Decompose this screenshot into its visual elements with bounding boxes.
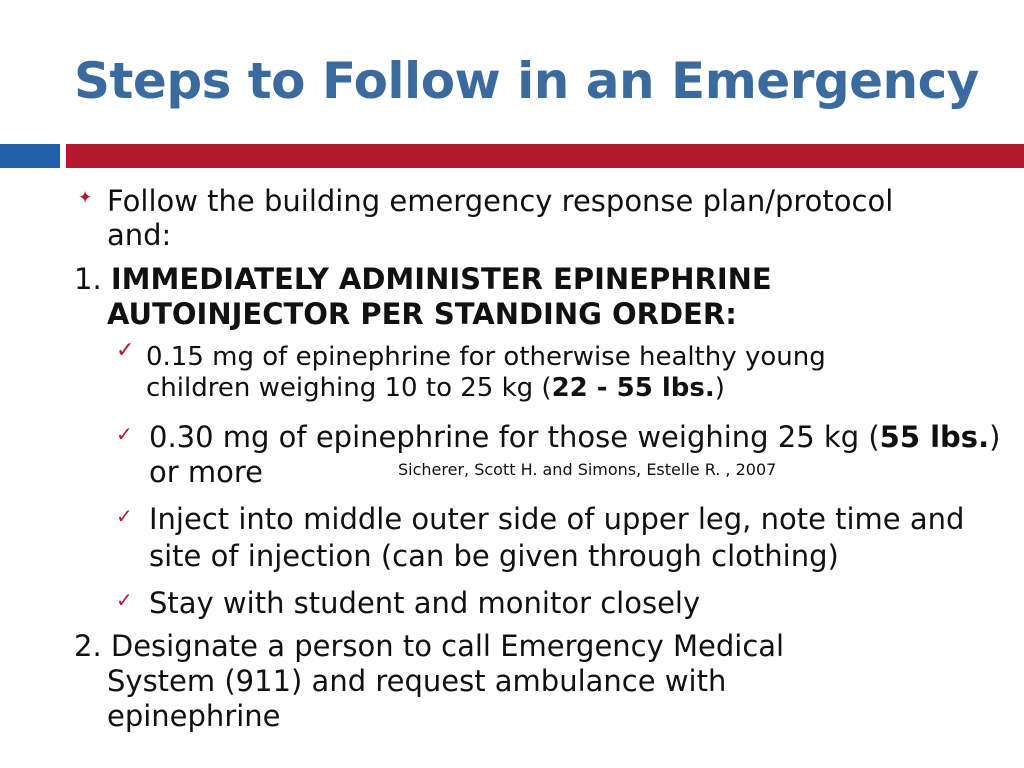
- stay-line: Stay with student and monitor closely: [149, 586, 701, 620]
- checkmark-icon: ✓: [116, 588, 133, 612]
- title-divider-blue: [0, 144, 60, 168]
- dose1-line-2: [146, 373, 725, 404]
- title-divider-red: [66, 144, 1024, 168]
- dose2-line-1: [149, 420, 1000, 454]
- dose1-close-paren: ): [714, 373, 725, 403]
- dose1-weight-lbs: 22 - 55 lbs.: [551, 373, 715, 403]
- slide-title: Steps to Follow in an Emergency: [74, 52, 979, 110]
- dose2-line-2: or more: [149, 455, 264, 489]
- dose2-weight-lbs: 55 lbs.: [879, 420, 990, 454]
- inject-line-2: site of injection (can be given through clothing): [149, 539, 839, 573]
- dose2-close-paren: ): [989, 420, 1001, 454]
- step2-line-3: epinephrine: [107, 699, 281, 733]
- dose1-line-1: 0.15 mg of epinephrine for otherwise healthy young: [146, 342, 826, 372]
- inject-line-1: Inject into middle outer side of upper leg, note time and: [149, 502, 965, 536]
- step1-number: 1.: [74, 262, 111, 296]
- checkmark-icon: ✓: [116, 338, 135, 363]
- checkmark-icon: ✓: [116, 422, 133, 446]
- citation: Sicherer, Scott H. and Simons, Estelle R. , 2007: [398, 460, 777, 479]
- intro-line-2: and:: [107, 218, 172, 252]
- dose2-text: 0.30 mg of epinephrine for those weighing 25 kg (: [149, 420, 880, 454]
- dose1-text: children weighing 10 to 25 kg (: [146, 373, 552, 403]
- intro-line-1: Follow the building emergency response plan/protocol: [107, 184, 894, 218]
- step1-heading-line-1: [74, 262, 772, 296]
- step2-line-2: System (911) and request ambulance with: [107, 664, 727, 698]
- step1-heading-line-2: AUTOINJECTOR PER STANDING ORDER:: [107, 297, 737, 331]
- four-point-star-icon: ✦: [78, 188, 93, 208]
- step1-instruction: IMMEDIATELY ADMINISTER EPINEPHRINE: [110, 262, 772, 296]
- checkmark-icon: ✓: [116, 504, 133, 528]
- step2-line-1: 2. Designate a person to call Emergency Medical: [74, 629, 785, 663]
